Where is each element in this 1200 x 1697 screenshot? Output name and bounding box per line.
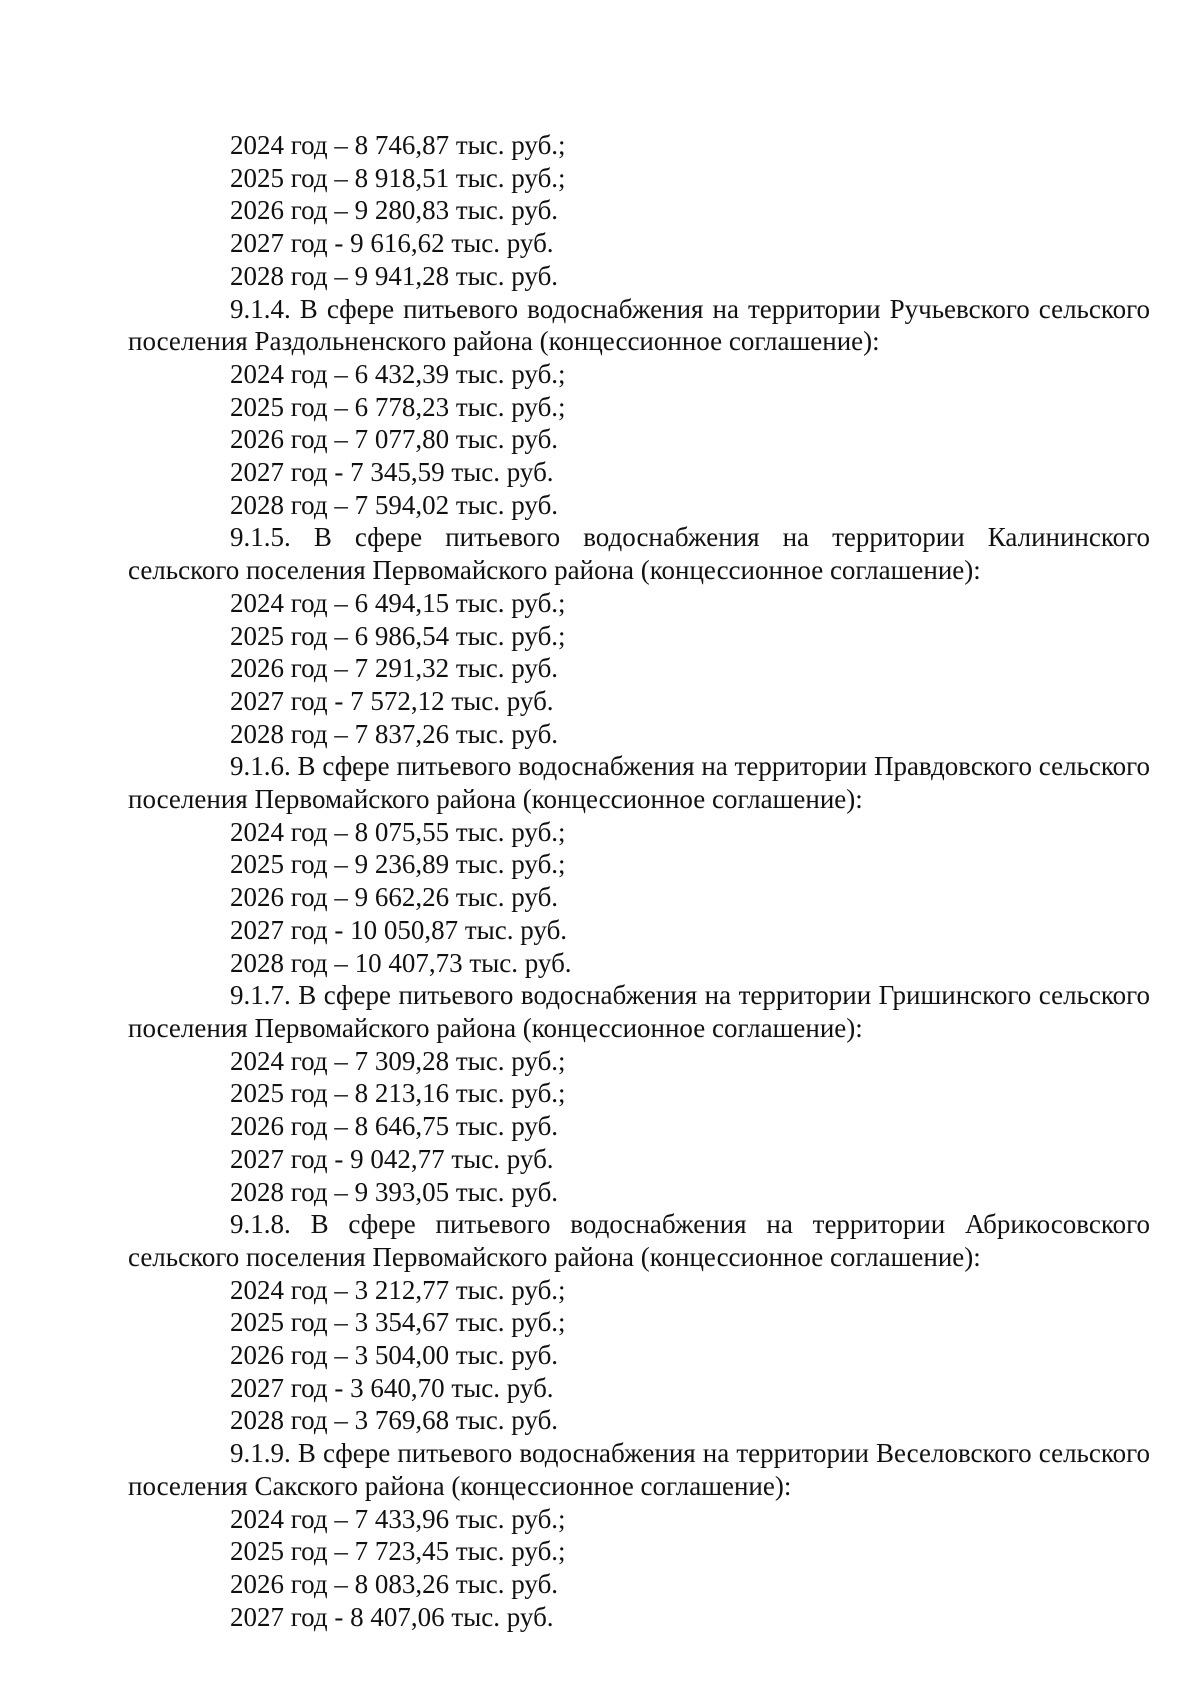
list-item: 2027 год - 7 572,12 тыс. руб. bbox=[230, 685, 554, 716]
list-item: 2026 год – 7 077,80 тыс. руб. bbox=[230, 424, 559, 455]
section-heading: 9.1.5. В сфере питьевого водоснабжения на территории Калининского сельского поселения Первомайского района (концессионное соглашение): bbox=[128, 522, 1150, 586]
list-item: 2025 год – 3 354,67 тыс. руб.; bbox=[230, 1307, 566, 1338]
section-9-1-6 bbox=[128, 750, 1150, 979]
continued-list bbox=[128, 129, 1150, 293]
list-item: 2024 год – 7 433,96 тыс. руб.; bbox=[230, 1503, 566, 1534]
list-item: 2026 год – 8 646,75 тыс. руб. bbox=[230, 1111, 559, 1142]
section-9-1-5 bbox=[128, 521, 1150, 750]
list-item: 2027 год - 10 050,87 тыс. руб. bbox=[230, 914, 568, 945]
list-item: 2027 год - 7 345,59 тыс. руб. bbox=[230, 457, 554, 488]
section-9-1-8 bbox=[128, 1208, 1150, 1437]
list-item: 2026 год – 7 291,32 тыс. руб. bbox=[230, 653, 559, 684]
list-item: 2025 год – 6 778,23 тыс. руб.; bbox=[230, 391, 566, 422]
list-item: 2026 год – 8 083,26 тыс. руб. bbox=[230, 1568, 559, 1599]
list-item: 2025 год – 7 723,45 тыс. руб.; bbox=[230, 1536, 566, 1567]
section-9-1-7 bbox=[128, 979, 1150, 1208]
list-item: 2024 год – 6 494,15 тыс. руб.; bbox=[230, 587, 566, 618]
list-item: 2024 год – 8 746,87 тыс. руб.; bbox=[230, 130, 566, 160]
list-item: 2025 год – 8 213,16 тыс. руб.; bbox=[230, 1078, 566, 1109]
list-item: 2028 год – 3 769,68 тыс. руб. bbox=[230, 1405, 559, 1436]
section-heading: 9.1.8. В сфере питьевого водоснабжения на территории Абрикосовского сельского поселения Первомайского района (концессионное соглашение): bbox=[128, 1209, 1150, 1272]
list-item: 2027 год - 8 407,06 тыс. руб. bbox=[230, 1601, 554, 1632]
list-item: 2024 год – 7 309,28 тыс. руб.; bbox=[230, 1045, 566, 1076]
list-item: 2025 год – 6 986,54 тыс. руб.; bbox=[230, 620, 566, 651]
list-item: 2024 год – 6 432,39 тыс. руб.; bbox=[230, 358, 566, 389]
list-item: 2024 год – 3 212,77 тыс. руб.; bbox=[230, 1274, 566, 1305]
list-item: 2025 год – 8 918,51 тыс. руб.; bbox=[230, 162, 566, 193]
list-item: 2026 год – 3 504,00 тыс. руб. bbox=[230, 1340, 559, 1371]
list-item: 2026 год – 9 280,83 тыс. руб. bbox=[230, 195, 559, 226]
section-heading: 9.1.9. В сфере питьевого водоснабжения на территории Веселовского сельского поселения Сакского района (концессионное соглашение): bbox=[128, 1438, 1150, 1501]
list-item: 2027 год - 9 616,62 тыс. руб. bbox=[230, 228, 554, 259]
section-heading: 9.1.4. В сфере питьевого водоснабжения на территории Ручьевского сельского поселения Раздольненского района (концессионное соглашение): bbox=[128, 293, 1150, 357]
list-item: 2028 год – 7 837,26 тыс. руб. bbox=[230, 718, 559, 749]
list-item: 2028 год – 10 407,73 тыс. руб. bbox=[230, 947, 572, 978]
document-body bbox=[128, 129, 1150, 1633]
section-9-1-9 bbox=[128, 1437, 1150, 1633]
section-heading: 9.1.7. В сфере питьевого водоснабжения на территории Гришинского сельского поселения Первомайского района (концессионное соглашение): bbox=[128, 980, 1150, 1043]
list-item: 2028 год – 9 393,05 тыс. руб. bbox=[230, 1176, 559, 1207]
section-9-1-4 bbox=[128, 293, 1150, 522]
list-item: 2027 год - 3 640,70 тыс. руб. bbox=[230, 1372, 554, 1403]
list-item: 2026 год – 9 662,26 тыс. руб. bbox=[230, 882, 559, 913]
list-item: 2025 год – 9 236,89 тыс. руб.; bbox=[230, 849, 566, 880]
list-item: 2028 год – 9 941,28 тыс. руб. bbox=[230, 260, 559, 291]
list-item: 2027 год - 9 042,77 тыс. руб. bbox=[230, 1143, 554, 1174]
list-item: 2028 год – 7 594,02 тыс. руб. bbox=[230, 489, 559, 520]
section-heading: 9.1.6. В сфере питьевого водоснабжения на территории Правдовского сельского поселения Первомайского района (концессионное соглашение): bbox=[128, 751, 1150, 815]
list-item: 2024 год – 8 075,55 тыс. руб.; bbox=[230, 816, 566, 847]
